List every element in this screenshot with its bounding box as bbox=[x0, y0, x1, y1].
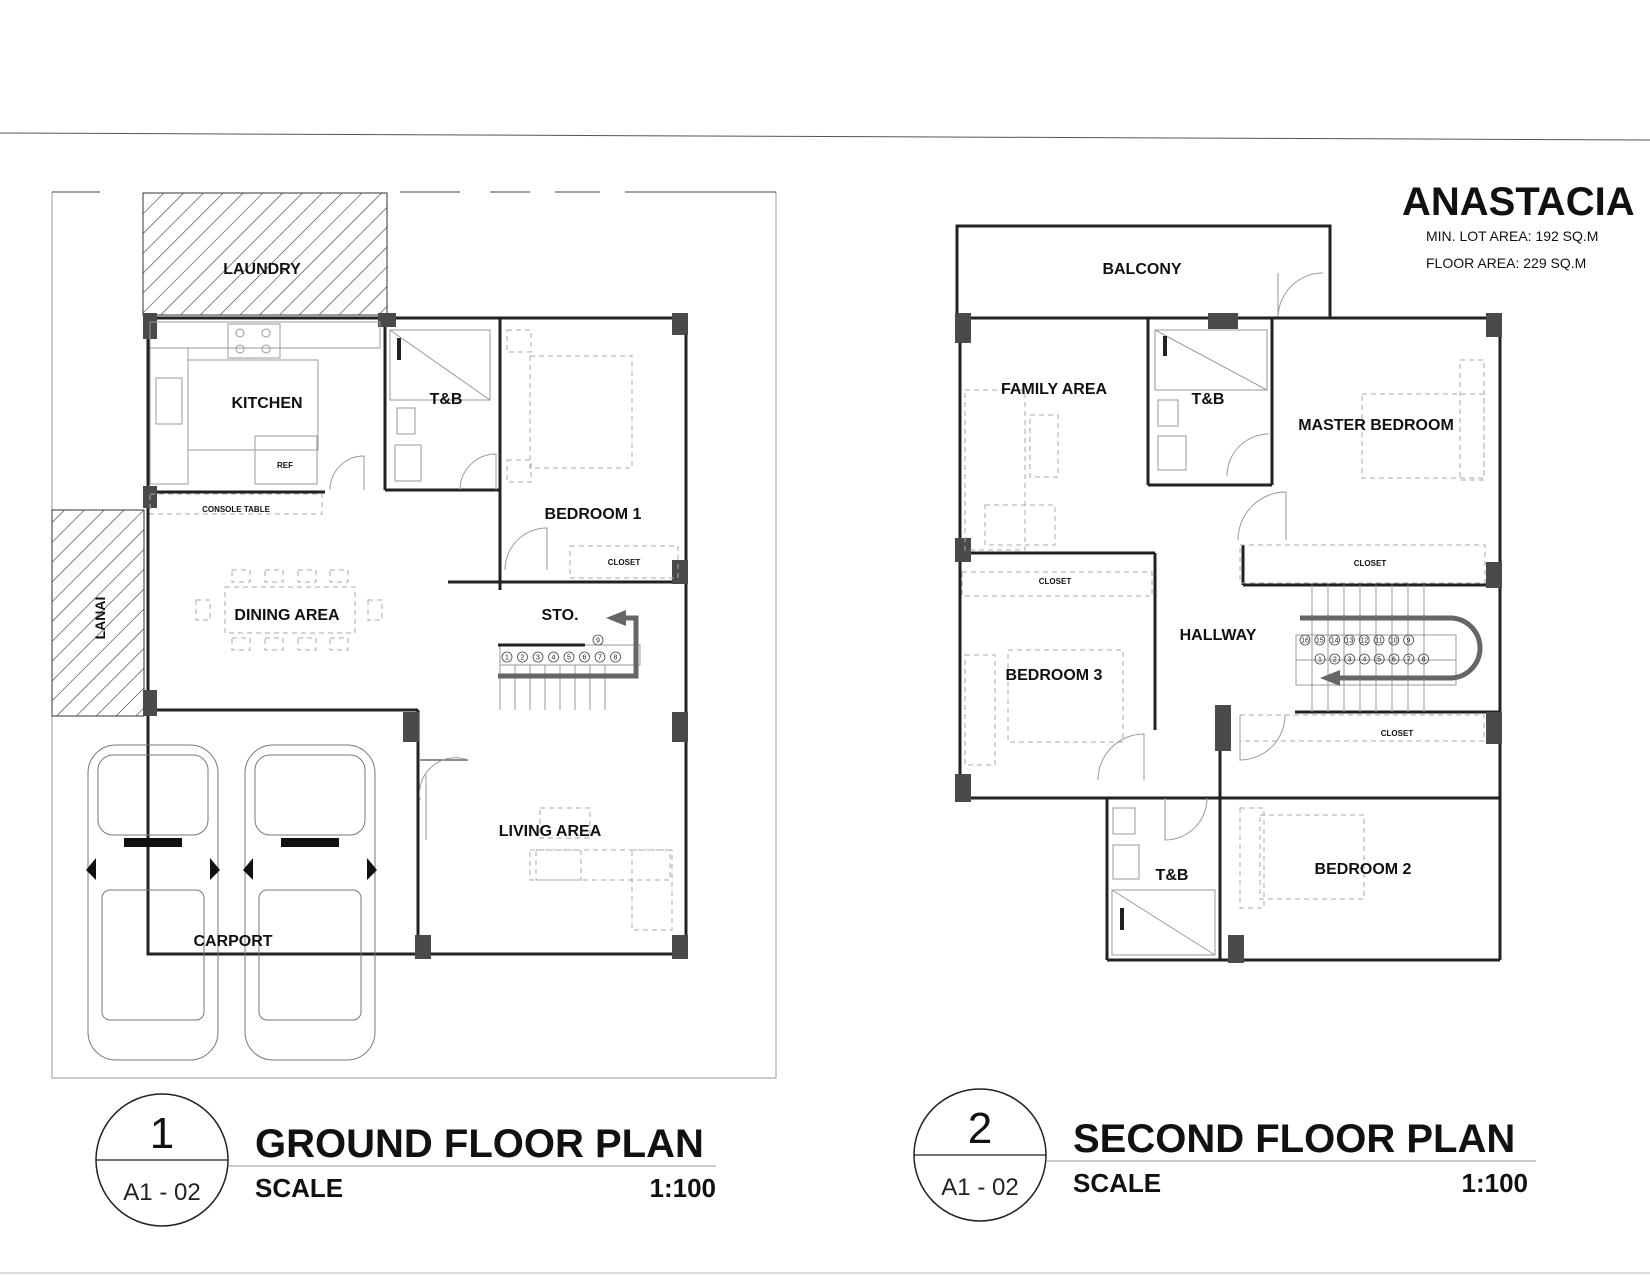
stair-step-number: 5 bbox=[567, 654, 571, 662]
project-name: ANASTACIA bbox=[1402, 180, 1635, 224]
stair-step-number: 2 bbox=[1332, 656, 1337, 664]
room-label-bedroom2: BEDROOM 2 bbox=[1314, 861, 1412, 878]
ground-scale-value: 1:100 bbox=[649, 1173, 716, 1203]
room-label-closet-master: CLOSET bbox=[1353, 559, 1387, 568]
room-label-tb-lower: T&B bbox=[1155, 867, 1189, 884]
stair-step-number: 13 bbox=[1345, 637, 1354, 645]
room-label-console-table: CONSOLE TABLE bbox=[202, 505, 270, 514]
min-lot-area: MIN. LOT AREA: 192 SQ.M bbox=[1426, 228, 1599, 244]
room-label-closet-b3: CLOSET bbox=[1038, 577, 1072, 586]
stair-step-number: 9 bbox=[596, 637, 600, 645]
room-label-sto: STO. bbox=[541, 607, 579, 624]
room-label-master: MASTER BEDROOM bbox=[1298, 417, 1454, 434]
car-right bbox=[243, 745, 377, 1060]
second-title-sheet: A1 - 02 bbox=[941, 1174, 1019, 1201]
room-label-tb-upper: T&B bbox=[1191, 391, 1225, 408]
stair-step-number: 3 bbox=[536, 654, 540, 662]
stair-step-number: 10 bbox=[1389, 637, 1398, 645]
stair-step-number: 11 bbox=[1375, 637, 1383, 645]
second-floor-title bbox=[914, 1089, 1536, 1221]
laundry-hatch bbox=[143, 193, 387, 315]
stair-step-number: 8 bbox=[613, 654, 618, 662]
stair-step-number: 7 bbox=[598, 654, 602, 662]
room-label-closet: CLOSET bbox=[607, 558, 641, 567]
second-scale-value: 1:100 bbox=[1461, 1168, 1528, 1198]
ground-floor-plan bbox=[52, 192, 776, 1078]
room-label-kitchen: KITCHEN bbox=[231, 395, 303, 412]
stair-step-number: 16 bbox=[1301, 637, 1309, 645]
room-label-laundry: LAUNDRY bbox=[223, 261, 301, 278]
room-label-family: FAMILY AREA bbox=[1000, 381, 1108, 398]
second-scale-label: SCALE bbox=[1073, 1168, 1162, 1198]
stair-step-number: 1 bbox=[505, 654, 509, 662]
second-title-number: 2 bbox=[967, 1104, 993, 1153]
stair-step-number: 4 bbox=[551, 654, 556, 662]
ground-title-sheet: A1 - 02 bbox=[123, 1179, 201, 1206]
stair-step-number: 9 bbox=[1406, 637, 1411, 645]
room-label-dining: DINING AREA bbox=[234, 607, 340, 624]
stair-step-number: 7 bbox=[1406, 656, 1411, 664]
ground-title-number: 1 bbox=[149, 1109, 175, 1158]
second-stair-numbers-bottom bbox=[1315, 654, 1429, 664]
stair-step-number: 3 bbox=[1347, 656, 1352, 664]
room-label-lanai: LANAI bbox=[92, 596, 108, 640]
room-label-bedroom1: BEDROOM 1 bbox=[544, 506, 642, 523]
sheet-top-border bbox=[0, 133, 1650, 140]
stair-step-number: 14 bbox=[1330, 637, 1339, 645]
ground-stair-numbers bbox=[502, 635, 621, 662]
ground-title-text: GROUND FLOOR PLAN bbox=[255, 1122, 704, 1166]
car-left bbox=[86, 745, 220, 1060]
room-label-carport: CARPORT bbox=[193, 933, 273, 950]
project-title-block bbox=[1402, 180, 1635, 271]
stair-step-number: 4 bbox=[1362, 656, 1367, 664]
room-label-tb: T&B bbox=[429, 391, 463, 408]
ground-lot-boundary bbox=[52, 192, 776, 1078]
stair-step-number: 8 bbox=[1421, 656, 1426, 664]
second-stair-numbers-top bbox=[1300, 635, 1414, 645]
stair-step-number: 12 bbox=[1360, 637, 1369, 645]
room-label-hallway: HALLWAY bbox=[1179, 627, 1257, 644]
room-label-ref: REF bbox=[277, 461, 293, 470]
ground-floor-title bbox=[96, 1094, 716, 1226]
second-stairs bbox=[1296, 585, 1480, 712]
stair-step-number: 15 bbox=[1315, 637, 1324, 645]
ground-scale-label: SCALE bbox=[255, 1173, 344, 1203]
room-label-living: LIVING AREA bbox=[498, 823, 602, 840]
room-label-balcony: BALCONY bbox=[1102, 261, 1182, 278]
room-label-closet-b2: CLOSET bbox=[1380, 729, 1414, 738]
floor-area: FLOOR AREA: 229 SQ.M bbox=[1426, 255, 1587, 271]
room-label-bedroom3: BEDROOM 3 bbox=[1005, 667, 1103, 684]
stair-step-number: 5 bbox=[1377, 656, 1382, 664]
stair-step-number: 6 bbox=[1392, 656, 1396, 664]
stair-step-number: 2 bbox=[520, 654, 525, 662]
stair-step-number: 6 bbox=[582, 654, 587, 662]
second-floor-plan bbox=[955, 226, 1502, 963]
second-title-text: SECOND FLOOR PLAN bbox=[1073, 1117, 1516, 1161]
stair-step-number: 1 bbox=[1318, 656, 1322, 664]
